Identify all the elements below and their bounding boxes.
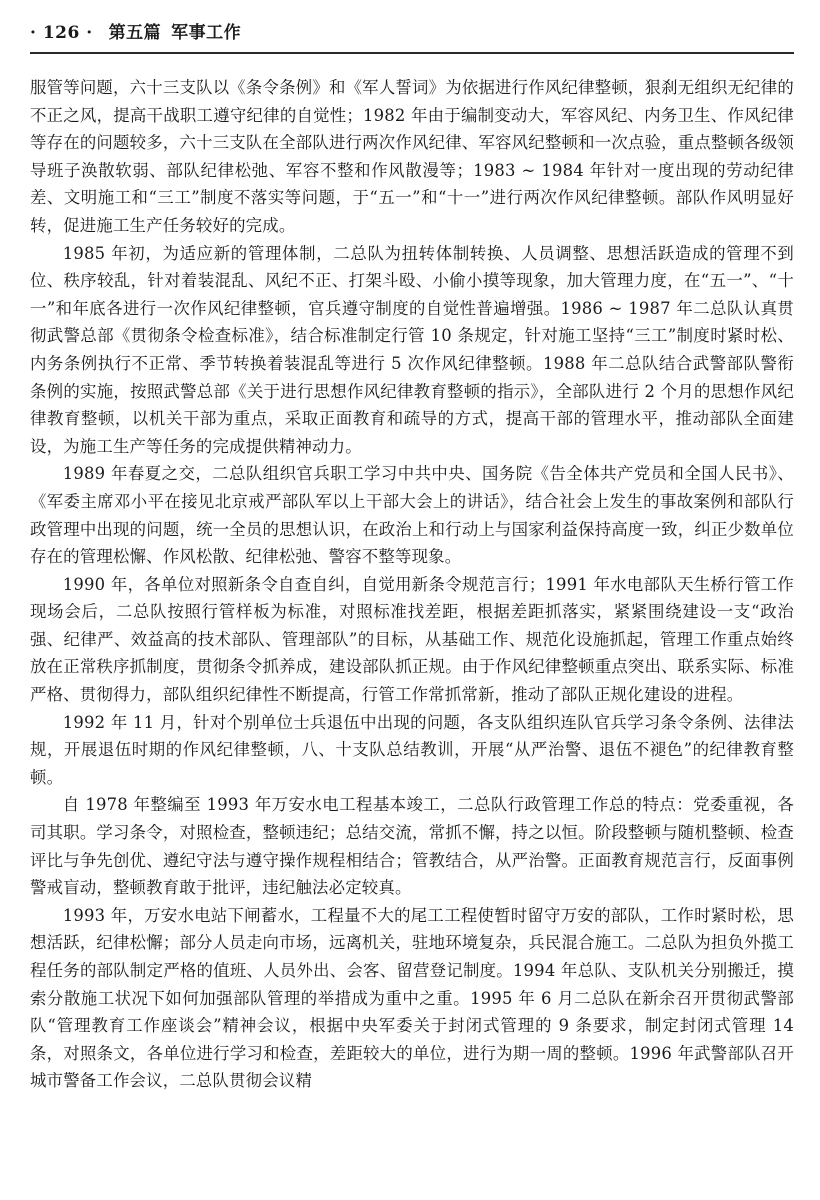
page-number: · 126 · [30,23,93,43]
paragraph: 1993 年，万安水电站下闸蓄水，工程量不大的尾工工程使暂时留守万安的部队，工作时紧时松，思想活跃，纪律松懈；部分人员走向市场，远离机关，驻地环境复杂，兵民混合施工。二总队为担负外揽工程任务的部队制定严格的值班、人员外出、会客、留营登记制度。1994 年总队、支队机关分别搬迁，摸索分散施工状况下如何加强部队管理的举措成为重中之重。1995 年 6 月二总队在新余召开贯彻武警部队“管理教育工作座谈会”精神会议，根据中央军委关于封闭式管理的 9 条要求，制定封闭式管理 14 条，对照条文，各单位进行学习和检查，差距较大的单位，进行为期一周的整顿。1996 年武警部队召开城市警备工作会议，二总队贯彻会议精 [30,905,794,1091]
paragraph: 自 1978 年整编至 1993 年万安水电工程基本竣工，二总队行政管理工作总的特点：党委重视，各司其职。学习条令，对照检查，整顿违纪；总结交流，常抓不懈，持之以恒。阶段整顿与随机整顿、检查评比与争先创优、遵纪守法与遵守操作规程相结合；管教结合，从严治警。正面教育规范言行，反面事例警戒盲动，整顿教育敢于批评，违纪触法必定较真。 [30,795,794,898]
paragraph: 1992 年 11 月，针对个别单位士兵退伍中出现的问题，各支队组织连队官兵学习条令条例、法律法规，开展退伍时期的作风纪律整顿，八、十支队总结教训，开展“从严治警、退伍不褪色”的纪律教育整顿。 [30,712,794,787]
section-title: 军事工作 [171,23,242,43]
paragraph: 1990 年，各单位对照新条令自查自纠，自觉用新条令规范言行；1991 年水电部队天生桥行管工作现场会后，二总队按照行管样板为标准，对照标准找差距，根据差距抓落实，紧紧围绕建设一支“政治强、纪律严、效益高的技术部队、管理部队”的目标，从基础工作、规范化设施抓起，管理工作重点始终放在正常秩序抓制度，贯彻条令抓养成，建设部队抓正规。由于作风纪律整顿重点突出、联系实际、标准严格、贯彻得力，部队组织纪律性不断提高，行管工作常抓常新，推动了部队正规化建设的进程。 [30,574,794,705]
paragraph: 1989 年春夏之交，二总队组织官兵职工学习中共中央、国务院《告全体共产党员和全国人民书》、《军委主席邓小平在接见北京戒严部队军以上干部大会上的讲话》，结合社会上发生的事故案例和部队行政管理中出现的问题，统一全员的思想认识，在政治上和行动上与国家利益保持高度一致，纠正少数单位存在的管理松懈、作风松散、纪律松弛、警容不整等现象。 [30,464,794,567]
header-rule [30,52,794,54]
paragraph-continued: 服管等问题，六十三支队以《条令条例》和《军人誓词》为依据进行作风纪律整顿，狠刹无组织无纪律的不正之风，提高干战职工遵守纪律的自觉性；1982 年由于编制变动大，军容风纪、内务卫生、作风纪律等存在的问题较多，六十三支队在全部队进行两次作风纪律、军容风纪整顿和一次点验，重点整顿各级领导班子涣散软弱、部队纪律松弛、军容不整和作风散漫等；1983 ~ 1984 年针对一度出现的劳动纪律差、文明施工和“三工”制度不落实等问题，于“五一”和“十一”进行两次作风纪律整顿。部队作风明显好转，促进施工生产任务较好的完成。 [30,78,794,235]
paragraph: 1985 年初，为适应新的管理体制，二总队为扭转体制转换、人员调整、思想活跃造成的管理不到位、秩序较乱，针对着装混乱、风纪不正、打架斗殴、小偷小摸等现象，加大管理力度，在“五一”、“十一”和年底各进行一次作风纪律整顿，官兵遵守制度的自觉性普遍增强。1986 ~ 1987 年二总队认真贯彻武警总部《贯彻条令检查标准》，结合标准制定行管 10 条规定，针对施工坚持“三工”制度时紧时松、内务条例执行不正常、季节转换着装混乱等进行 5 次作风纪律整顿。1988 年二总队结合武警部队警衔条例的实施，按照武警总部《关于进行思想作风纪律教育整顿的指示》，全部队进行 2 个月的思想作风纪律教育整顿，以机关干部为重点，采取正面教育和疏导的方式，提高干部的管理水平，推动部队全面建设，为施工生产等任务的完成提供精神动力。 [30,243,794,456]
part-title: 第五篇 [108,23,162,43]
body-text [30,74,794,1095]
running-header [30,18,794,48]
book-page [30,18,794,1095]
